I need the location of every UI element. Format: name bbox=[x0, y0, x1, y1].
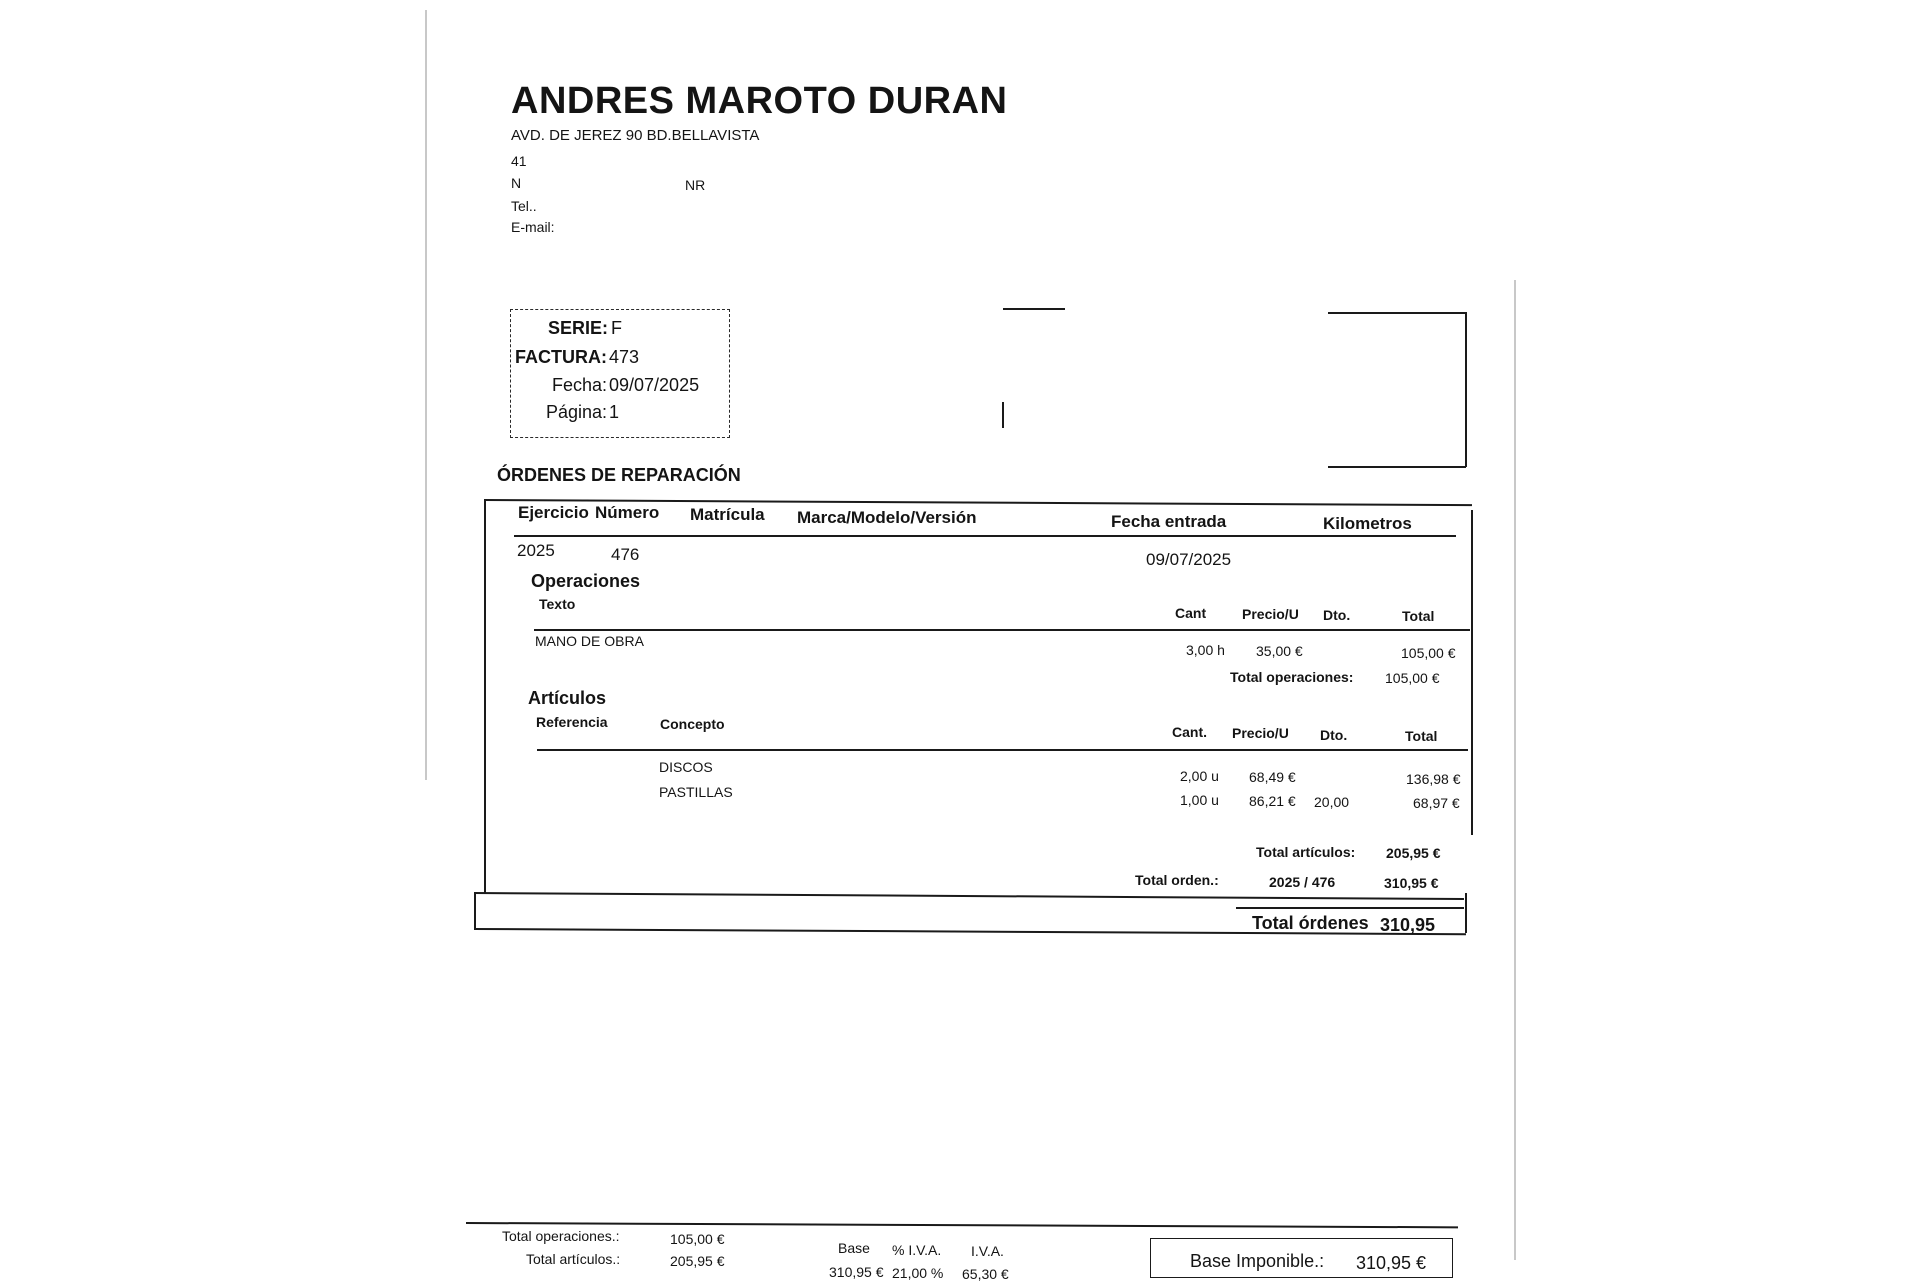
articulo-concepto-2: PASTILLAS bbox=[659, 784, 733, 800]
articulos-total-label: Total artículos: bbox=[1256, 844, 1356, 860]
fecha-label: Fecha: bbox=[552, 375, 608, 395]
operaciones-header-cant: Cant bbox=[1175, 605, 1207, 621]
total-orden-value: 310,95 € bbox=[1384, 875, 1439, 891]
articulos-header-referencia: Referencia bbox=[536, 714, 608, 730]
total-ordenes-left-border bbox=[474, 893, 476, 930]
company-email-label: E-mail: bbox=[511, 219, 555, 235]
articulos-header-precio: Precio/U bbox=[1232, 725, 1289, 741]
total-orden-ref: 2025 / 476 bbox=[1269, 874, 1336, 890]
header-ejercicio: Ejercicio bbox=[518, 503, 589, 522]
table-left-border bbox=[484, 499, 486, 894]
table-header-rule bbox=[514, 535, 1456, 537]
order-numero: 476 bbox=[611, 545, 640, 564]
company-name: ANDRES MAROTO DURAN bbox=[511, 80, 1008, 122]
operaciones-header-dto: Dto. bbox=[1323, 607, 1351, 623]
footer-arts-value: 205,95 € bbox=[670, 1253, 725, 1269]
company-address: AVD. DE JEREZ 90 BD.BELLAVISTA bbox=[511, 127, 760, 144]
operaciones-total-label: Total operaciones: bbox=[1230, 669, 1354, 685]
base-imponible-value: 310,95 € bbox=[1356, 1253, 1427, 1273]
fecha-value: 09/07/2025 bbox=[609, 375, 700, 395]
table-right-border bbox=[1471, 510, 1473, 835]
header-numero: Número bbox=[595, 503, 660, 522]
factura-value: 473 bbox=[609, 347, 640, 367]
articulos-header-total: Total bbox=[1405, 728, 1438, 744]
footer-arts-label: Total artículos.: bbox=[526, 1251, 621, 1267]
serie-value: F bbox=[611, 318, 622, 338]
section-title: ÓRDENES DE REPARACIÓN bbox=[497, 465, 741, 485]
footer-iva-header: I.V.A. bbox=[971, 1243, 1004, 1259]
articulo-cant-2: 1,00 u bbox=[1180, 792, 1219, 808]
company-nif-suffix: NR bbox=[685, 177, 706, 193]
articulos-title: Artículos bbox=[528, 688, 607, 708]
company-nif-prefix: N bbox=[511, 175, 522, 191]
articulo-precio-2: 86,21 € bbox=[1249, 793, 1296, 809]
articulo-cant-1: 2,00 u bbox=[1180, 768, 1219, 784]
articulos-header-cant: Cant. bbox=[1172, 724, 1207, 740]
serie-label: SERIE: bbox=[548, 318, 609, 338]
articulos-rule bbox=[537, 749, 1468, 751]
articulo-concepto-1: DISCOS bbox=[659, 759, 713, 775]
articulo-total-2: 68,97 € bbox=[1413, 795, 1460, 811]
table-order-rule bbox=[474, 892, 1464, 900]
client-frame-top-left bbox=[1003, 308, 1065, 310]
total-orden-label: Total orden.: bbox=[1135, 872, 1219, 888]
operacion-texto: MANO DE OBRA bbox=[535, 633, 644, 649]
header-kilometros: Kilometros bbox=[1323, 514, 1412, 533]
articulos-total-value: 205,95 € bbox=[1386, 845, 1441, 861]
company-tel-label: Tel.. bbox=[511, 198, 537, 214]
pagina-value: 1 bbox=[609, 402, 620, 422]
scan-edge-right bbox=[1514, 280, 1516, 1260]
header-matricula: Matrícula bbox=[690, 505, 765, 524]
operaciones-rule bbox=[534, 629, 1470, 631]
footer-rule bbox=[466, 1222, 1458, 1228]
factura-label: FACTURA: bbox=[515, 347, 607, 367]
operaciones-header-texto: Texto bbox=[539, 596, 576, 612]
footer-ops-value: 105,00 € bbox=[670, 1231, 725, 1247]
order-fecha-entrada: 09/07/2025 bbox=[1146, 550, 1232, 569]
total-ordenes-label: Total órdenes bbox=[1252, 913, 1369, 933]
header-fecha-entrada: Fecha entrada bbox=[1111, 512, 1227, 531]
client-frame-right bbox=[1465, 312, 1467, 467]
total-ordenes-right-border bbox=[1465, 893, 1467, 933]
scan-edge-left bbox=[425, 10, 427, 780]
articulo-precio-1: 68,49 € bbox=[1249, 769, 1296, 785]
articulos-header-dto: Dto. bbox=[1320, 727, 1348, 743]
client-frame-left-tick bbox=[1002, 402, 1004, 428]
base-imponible-label: Base Imponible.: bbox=[1190, 1251, 1325, 1271]
total-ordenes-top-rule bbox=[1236, 907, 1464, 909]
company-postal: 41 bbox=[511, 153, 527, 169]
total-ordenes-value: 310,95 bbox=[1380, 915, 1436, 935]
footer-ops-label: Total operaciones.: bbox=[502, 1228, 620, 1244]
operacion-total: 105,00 € bbox=[1401, 645, 1456, 661]
footer-base-header: Base bbox=[838, 1240, 870, 1256]
operaciones-total-value: 105,00 € bbox=[1385, 670, 1440, 686]
articulos-header-concepto: Concepto bbox=[660, 716, 725, 732]
footer-iva-value: 65,30 € bbox=[962, 1266, 1009, 1282]
footer-iva-pct-header: % I.V.A. bbox=[892, 1242, 942, 1258]
operacion-precio: 35,00 € bbox=[1256, 643, 1303, 659]
client-frame-top-right bbox=[1328, 312, 1466, 314]
order-ejercicio: 2025 bbox=[517, 541, 555, 560]
articulo-dto-2: 20,00 bbox=[1314, 794, 1350, 810]
footer-iva-pct-value: 21,00 % bbox=[892, 1265, 944, 1281]
operaciones-header-total: Total bbox=[1402, 608, 1435, 624]
articulo-total-1: 136,98 € bbox=[1406, 771, 1461, 787]
header-marca: Marca/Modelo/Versión bbox=[797, 508, 977, 527]
operacion-cant: 3,00 h bbox=[1186, 642, 1225, 658]
client-frame-bottom-right bbox=[1328, 466, 1466, 468]
pagina-label: Página: bbox=[546, 402, 608, 422]
operaciones-title: Operaciones bbox=[531, 571, 641, 591]
footer-base-value: 310,95 € bbox=[829, 1264, 884, 1280]
operaciones-header-precio: Precio/U bbox=[1242, 606, 1299, 622]
